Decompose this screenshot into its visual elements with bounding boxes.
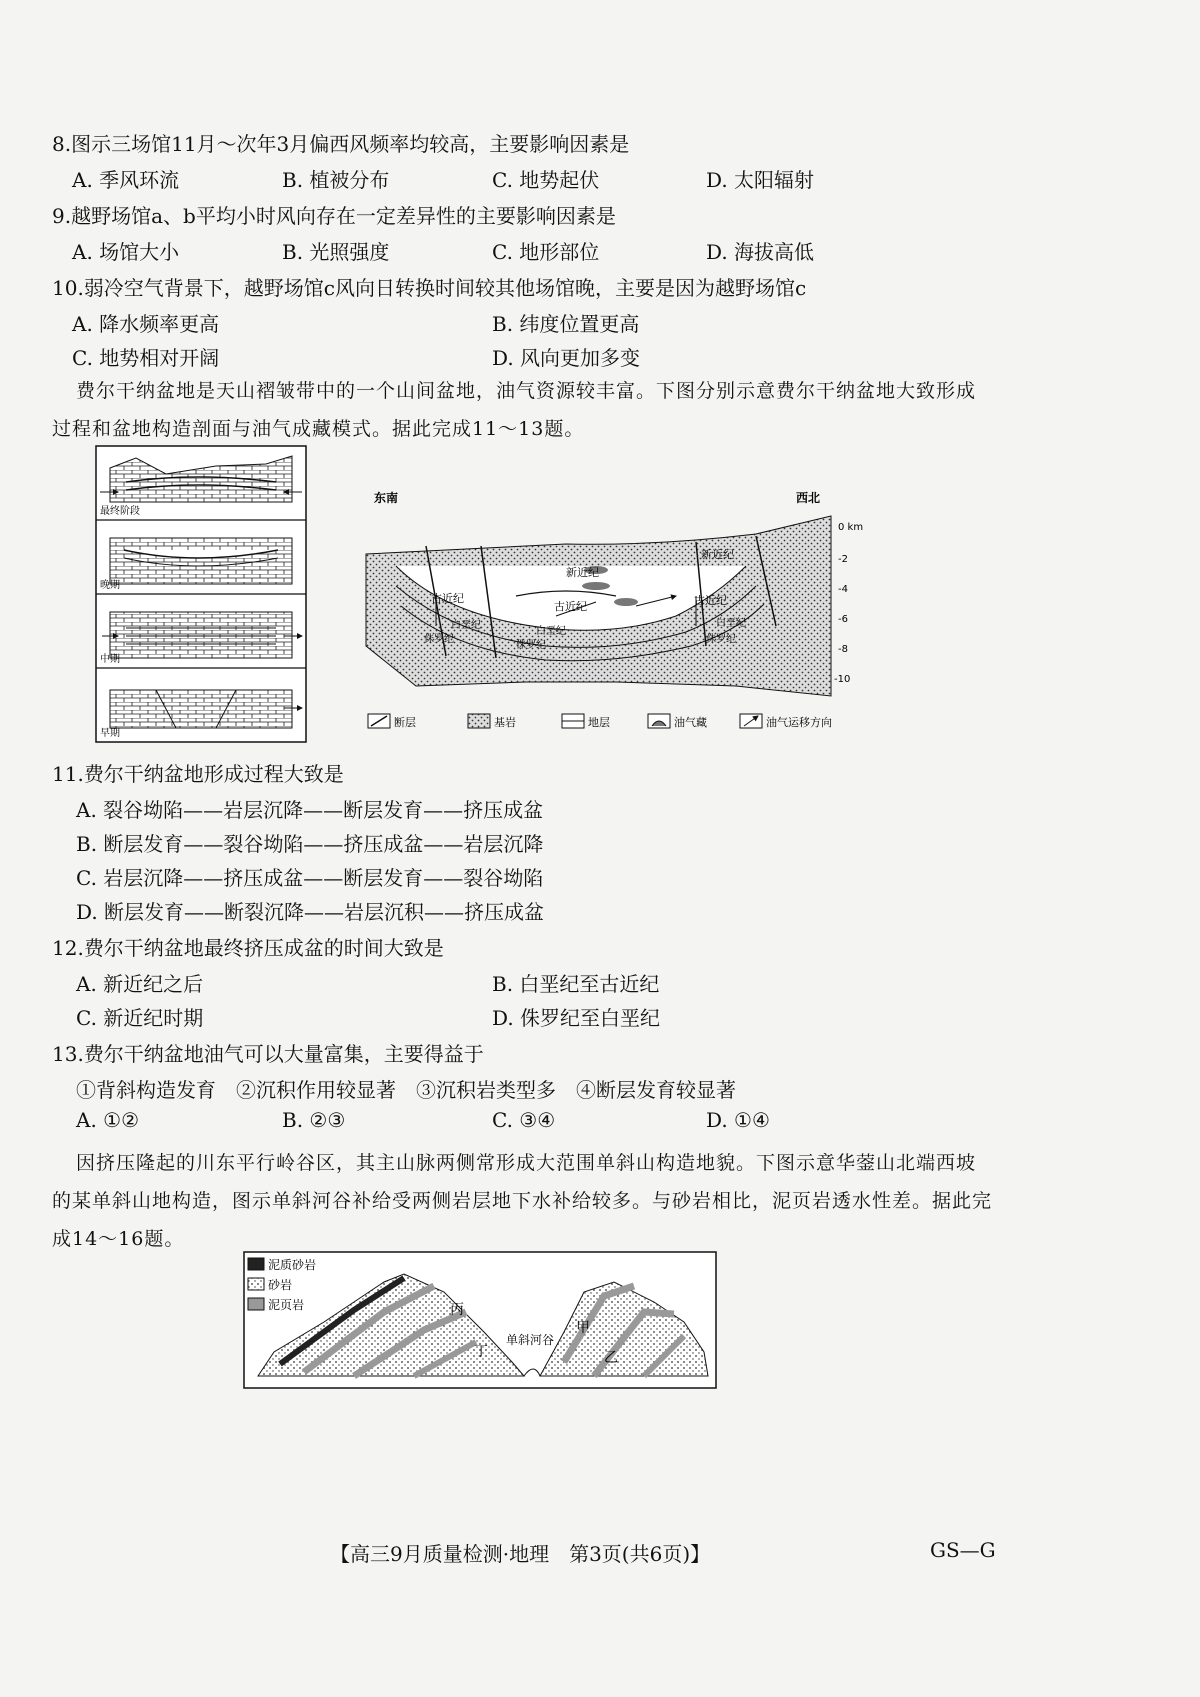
q8-option-c[interactable]: C. 地势起伏 (492, 168, 600, 192)
q10-option-d[interactable]: D. 风向更加多变 (492, 346, 641, 370)
section-left-label: 东南 (374, 491, 399, 505)
legend-mud-shale: 泥页岩 (268, 1298, 305, 1312)
q10-option-b[interactable]: B. 纬度位置更高 (492, 312, 640, 336)
q10-option-c[interactable]: C. 地势相对开阔 (72, 346, 220, 370)
stage-panels (96, 446, 306, 742)
passage-monocline: 因挤压隆起的川东平行岭谷区，其主山脉两侧常形成大范围单斜山构造地貌。下图示意华蓥山北端西坡的某单斜山地构造，图示单斜河谷补给受两侧岩层地下水补给较多。与砂岩相比，泥页岩透水性差。据此完成14～16题。 (52, 1152, 993, 1250)
stage-label-early: 早期 (100, 728, 120, 739)
label-yi: 乙 (604, 1350, 618, 1366)
question-12: 12.费尔干纳盆地最终挤压成盆的时间大致是 (52, 936, 444, 960)
legend-sandstone: 砂岩 (268, 1278, 293, 1292)
layer-label: 古近纪 (694, 594, 727, 607)
label-monocline-valley: 单斜河谷 (506, 1333, 555, 1347)
layer-label: 侏罗纪 (424, 634, 454, 645)
q12-option-a[interactable]: A. 新近纪之后 (76, 972, 204, 996)
legend-reservoir: 油气藏 (674, 716, 707, 729)
q13-option-c[interactable]: C. ③④ (492, 1108, 556, 1132)
q13-option-d[interactable]: D. ①④ (706, 1108, 770, 1132)
page-footer: 【高三9月质量检测·地理 第3页(共6页)】 (330, 1542, 711, 1566)
label-bing: 丙 (450, 1302, 464, 1318)
layer-label: 古近纪 (431, 592, 464, 605)
depth-2: -2 (838, 554, 848, 565)
q9-option-b[interactable]: B. 光照强度 (282, 240, 390, 264)
q11-option-c[interactable]: C. 岩层沉降——挤压成盆——断层发育——裂谷坳陷 (76, 866, 544, 890)
stage-label-final: 最终阶段 (100, 506, 140, 517)
q8-option-a[interactable]: A. 季风环流 (72, 168, 180, 192)
q11-option-a[interactable]: A. 裂谷坳陷——岩层沉降——断层发育——挤压成盆 (76, 798, 544, 822)
layer-label: 侏罗纪 (706, 634, 736, 645)
question-9: 9.越野场馆a、b平均小时风向存在一定差异性的主要影响因素是 (52, 204, 616, 228)
layer-label: 古近纪 (554, 600, 587, 613)
legend-migration: 油气运移方向 (766, 716, 832, 729)
q11-option-d[interactable]: D. 断层发育——断裂沉降——岩层沉积——挤压成盆 (76, 900, 545, 924)
q8-option-b[interactable]: B. 植被分布 (282, 168, 390, 192)
legend-fault: 断层 (394, 716, 416, 729)
legend-bedrock: 基岩 (494, 716, 516, 729)
basin-cross-section (326, 446, 836, 742)
q9-option-a[interactable]: A. 场馆大小 (72, 240, 180, 264)
footer-code: GS—G (930, 1538, 996, 1562)
depth-0: 0 km (838, 522, 864, 533)
q10-option-a[interactable]: A. 降水频率更高 (72, 312, 220, 336)
layer-label: 白垩纪 (716, 618, 746, 629)
legend-strata: 地层 (588, 716, 610, 729)
q12-option-b[interactable]: B. 白垩纪至古近纪 (492, 972, 660, 996)
legend-muddy-sandstone: 泥质砂岩 (268, 1258, 317, 1272)
question-8: 8.图示三场馆11月～次年3月偏西风频率均较高，主要影响因素是 (52, 132, 630, 156)
stage-label-middle: 中期 (100, 654, 120, 665)
q13-subitems: ①背斜构造发育 ②沉积作用较显著 ③沉积岩类型多 ④断层发育较显著 (76, 1078, 736, 1102)
layer-label: 白垩纪 (451, 620, 481, 631)
depth-10: -10 (834, 674, 851, 685)
fergana-basin-figure (96, 446, 864, 742)
layer-label: 白垩纪 (536, 626, 566, 637)
layer-label: 新近纪 (566, 566, 599, 579)
depth-4: -4 (838, 584, 848, 595)
q9-option-d[interactable]: D. 海拔高低 (706, 240, 815, 264)
q13-option-a[interactable]: A. ①② (76, 1108, 140, 1132)
q12-option-d[interactable]: D. 侏罗纪至白垩纪 (492, 1006, 661, 1030)
q9-option-c[interactable]: C. 地形部位 (492, 240, 600, 264)
label-ding: 丁 (474, 1344, 488, 1360)
q12-option-c[interactable]: C. 新近纪时期 (76, 1006, 204, 1030)
passage-fergana: 费尔干纳盆地是天山褶皱带中的一个山间盆地，油气资源较丰富。下图分别示意费尔干纳盆地大致形成过程和盆地构造剖面与油气成藏模式。据此完成11～13题。 (52, 380, 977, 440)
label-jia: 甲 (576, 1320, 590, 1336)
q11-option-b[interactable]: B. 断层发育——裂谷坳陷——挤压成盆——岩层沉降 (76, 832, 544, 856)
question-11: 11.费尔干纳盆地形成过程大致是 (52, 762, 344, 786)
question-13: 13.费尔干纳盆地油气可以大量富集，主要得益于 (52, 1042, 484, 1066)
stage-label-late: 晚期 (100, 580, 120, 591)
depth-8: -8 (838, 644, 848, 655)
question-10: 10.弱冷空气背景下，越野场馆c风向日转换时间较其他场馆晚，主要是因为越野场馆c (52, 276, 807, 300)
section-right-label: 西北 (796, 491, 821, 505)
q8-option-d[interactable]: D. 太阳辐射 (706, 168, 815, 192)
layer-label: 侏罗纪 (516, 640, 546, 651)
q13-option-b[interactable]: B. ②③ (282, 1108, 346, 1132)
depth-6: -6 (838, 614, 848, 625)
layer-label: 新近纪 (701, 548, 734, 561)
monocline-figure (244, 1252, 716, 1388)
